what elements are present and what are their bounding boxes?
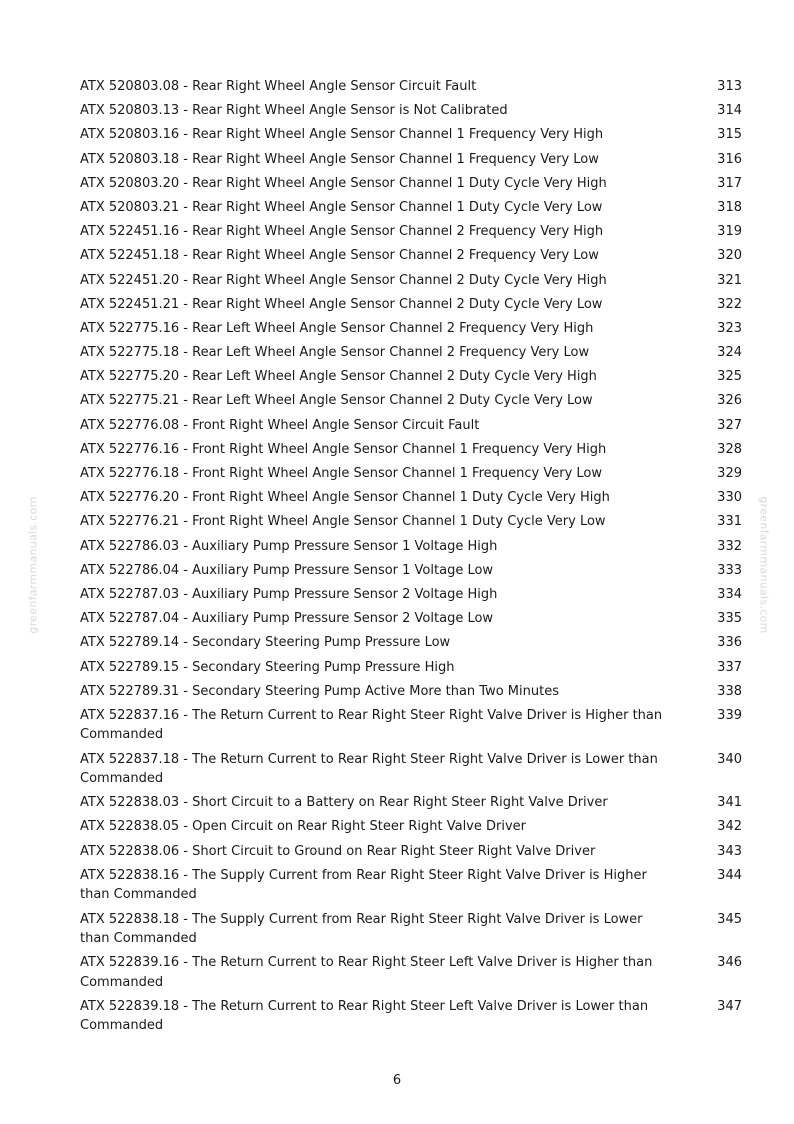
toc-entry[interactable]: [80, 512, 742, 532]
toc-entry-title[interactable]: ATX 522838.18 - The Supply Current from Rear Right Steer Right Valve Driver is Lower than Commanded: [80, 911, 643, 946]
toc-entry-title[interactable]: ATX 522838.16 - The Supply Current from Rear Right Steer Right Valve Driver is Higher than Commanded: [80, 867, 647, 903]
toc-entry-title[interactable]: ATX 522837.18 - The Return Current to Rear Right Steer Right Valve Driver is Lower than Commanded: [80, 751, 658, 787]
toc-entry-page[interactable]: 317: [717, 175, 742, 191]
toc-entry-title[interactable]: ATX 522789.15 - Secondary Steering Pump Pressure High: [80, 659, 455, 675]
toc-entry[interactable]: [80, 464, 742, 484]
watermark-right: greenfarmmanuals.com: [757, 496, 771, 634]
toc-entry[interactable]: [80, 537, 742, 557]
toc-entry-page[interactable]: 341: [717, 795, 742, 811]
toc-entry[interactable]: [80, 658, 742, 678]
toc-entry[interactable]: [80, 609, 742, 629]
toc-entry-page[interactable]: 318: [717, 199, 742, 215]
toc-entry-page[interactable]: 344: [717, 867, 742, 883]
toc-entry-page[interactable]: 313: [717, 79, 742, 94]
toc-entry[interactable]: [80, 997, 742, 1036]
toc-entry[interactable]: [80, 319, 742, 339]
toc-entry[interactable]: [80, 488, 742, 508]
toc-entry-title[interactable]: ATX 522786.03 - Auxiliary Pump Pressure Sensor 1 Voltage High: [80, 538, 498, 554]
toc-entry[interactable]: [80, 682, 742, 702]
toc-entry-title[interactable]: ATX 520803.13 - Rear Right Wheel Angle Sensor is Not Calibrated: [80, 103, 508, 119]
toc-entry-title[interactable]: ATX 520803.20 - Rear Right Wheel Angle Sensor Channel 1 Duty Cycle Very High: [80, 175, 607, 191]
toc-entry-title[interactable]: ATX 522839.16 - The Return Current to Rear Right Steer Left Valve Driver is Higher than Commanded: [80, 955, 653, 990]
toc-entry[interactable]: [80, 295, 742, 315]
toc-entry-page[interactable]: 330: [717, 490, 742, 506]
toc-entry-title[interactable]: ATX 522775.21 - Rear Left Wheel Angle Sensor Channel 2 Duty Cycle Very Low: [80, 393, 593, 409]
toc-entry-page[interactable]: 342: [717, 819, 742, 835]
toc-entry-page[interactable]: 339: [717, 707, 742, 723]
toc-entry[interactable]: [80, 561, 742, 581]
toc-entry-page[interactable]: 347: [717, 998, 742, 1014]
toc-entry[interactable]: [80, 198, 742, 218]
toc-entry-page[interactable]: 314: [717, 103, 742, 119]
toc-entry-title[interactable]: ATX 522451.20 - Rear Right Wheel Angle Sensor Channel 2 Duty Cycle Very High: [80, 272, 607, 288]
toc-entry[interactable]: [80, 367, 742, 387]
toc-entry-title[interactable]: ATX 522838.06 - Short Circuit to Ground on Rear Right Steer Right Valve Driver: [80, 843, 596, 859]
toc-entry[interactable]: [80, 246, 742, 266]
toc-entry[interactable]: [80, 174, 742, 194]
toc-entry-title[interactable]: ATX 522451.18 - Rear Right Wheel Angle Sensor Channel 2 Frequency Very Low: [80, 248, 599, 264]
toc-entry-title[interactable]: ATX 522776.18 - Front Right Wheel Angle Sensor Channel 1 Frequency Very Low: [80, 466, 602, 481]
toc-entry[interactable]: [80, 150, 742, 170]
toc-entry[interactable]: [80, 416, 742, 436]
toc-entry-title[interactable]: ATX 520803.08 - Rear Right Wheel Angle Sensor Circuit Fault: [80, 79, 477, 94]
toc-entry[interactable]: [80, 440, 742, 460]
toc-entry-page[interactable]: 320: [717, 248, 742, 264]
toc-entry[interactable]: [80, 910, 742, 949]
toc-entry-page[interactable]: 329: [717, 466, 742, 481]
toc-entry-page[interactable]: 325: [717, 369, 742, 385]
toc-entry-title[interactable]: ATX 522789.14 - Secondary Steering Pump Pressure Low: [80, 635, 451, 651]
toc-entry-page[interactable]: 322: [717, 296, 742, 312]
toc-entry-title[interactable]: ATX 522776.21 - Front Right Wheel Angle Sensor Channel 1 Duty Cycle Very Low: [80, 514, 606, 530]
toc-entry-title[interactable]: ATX 520803.18 - Rear Right Wheel Angle Sensor Channel 1 Frequency Very Low: [80, 151, 599, 167]
toc-entry-title[interactable]: ATX 522787.04 - Auxiliary Pump Pressure Sensor 2 Voltage Low: [80, 611, 494, 627]
toc-entry-title[interactable]: ATX 522775.16 - Rear Left Wheel Angle Sensor Channel 2 Frequency Very High: [80, 320, 594, 336]
toc-entry-title[interactable]: ATX 522789.31 - Secondary Steering Pump Active More than Two Minutes: [80, 683, 559, 699]
toc-entry-title[interactable]: ATX 522451.21 - Rear Right Wheel Angle Sensor Channel 2 Duty Cycle Very Low: [80, 296, 603, 312]
toc-entry-title[interactable]: ATX 522786.04 - Auxiliary Pump Pressure Sensor 1 Voltage Low: [80, 562, 494, 578]
toc-entry-page[interactable]: 328: [717, 441, 742, 457]
toc-entry[interactable]: [80, 585, 742, 605]
page-number: 6: [392, 1073, 402, 1088]
toc-entry-page[interactable]: 340: [717, 751, 742, 767]
toc-entry[interactable]: [80, 271, 742, 291]
toc-entry-title[interactable]: ATX 522838.05 - Open Circuit on Rear Right Steer Right Valve Driver: [80, 819, 527, 835]
toc-entry-title[interactable]: ATX 522787.03 - Auxiliary Pump Pressure Sensor 2 Voltage High: [80, 586, 498, 602]
toc-entry-title[interactable]: ATX 522451.16 - Rear Right Wheel Angle Sensor Channel 2 Frequency Very High: [80, 224, 604, 240]
toc-entry-page[interactable]: 337: [717, 659, 742, 675]
toc-entry-page[interactable]: 327: [717, 417, 742, 433]
toc-entry-title[interactable]: ATX 522775.20 - Rear Left Wheel Angle Sensor Channel 2 Duty Cycle Very High: [80, 369, 597, 385]
toc-entry-title[interactable]: ATX 520803.16 - Rear Right Wheel Angle Sensor Channel 1 Frequency Very High: [80, 127, 604, 143]
toc-entry[interactable]: [80, 953, 742, 992]
toc-entry-title[interactable]: ATX 522839.18 - The Return Current to Rear Right Steer Left Valve Driver is Lower than Commanded: [80, 998, 649, 1034]
toc-entry-page[interactable]: 316: [717, 151, 742, 167]
toc-entry-page[interactable]: 334: [717, 586, 742, 602]
toc-entry[interactable]: [80, 633, 742, 653]
watermark-left: greenfarmmanuals.com: [26, 496, 40, 634]
toc-entry-title[interactable]: ATX 522776.16 - Front Right Wheel Angle Sensor Channel 1 Frequency Very High: [80, 441, 607, 457]
toc-entry-page[interactable]: 346: [717, 955, 742, 971]
toc-entry[interactable]: [80, 343, 742, 363]
toc-entry[interactable]: [80, 125, 742, 145]
toc-entry[interactable]: [80, 842, 742, 862]
toc-entry-page[interactable]: 335: [717, 611, 742, 627]
toc-entry-title[interactable]: ATX 522776.08 - Front Right Wheel Angle Sensor Circuit Fault: [80, 417, 480, 433]
toc-entry-page[interactable]: 333: [717, 562, 742, 578]
toc-entry[interactable]: [80, 391, 742, 411]
toc-entry-page[interactable]: 336: [717, 635, 742, 651]
toc-entry-title[interactable]: ATX 522837.16 - The Return Current to Rear Right Steer Right Valve Driver is Higher than Commanded: [80, 707, 663, 743]
toc-entry-page[interactable]: 345: [717, 911, 742, 927]
table-of-contents: [80, 77, 742, 1041]
toc-entry-title[interactable]: ATX 522776.20 - Front Right Wheel Angle Sensor Channel 1 Duty Cycle Very High: [80, 490, 610, 506]
toc-entry-page[interactable]: 343: [717, 843, 742, 859]
toc-entry-page[interactable]: 331: [717, 514, 742, 530]
toc-entry-title[interactable]: ATX 522838.03 - Short Circuit to a Battery on Rear Right Steer Right Valve Driver: [80, 795, 608, 811]
toc-entry-page[interactable]: 315: [717, 127, 742, 143]
toc-entry-title[interactable]: ATX 522775.18 - Rear Left Wheel Angle Sensor Channel 2 Frequency Very Low: [80, 345, 590, 361]
toc-entry[interactable]: [80, 817, 742, 837]
toc-entry[interactable]: [80, 706, 742, 745]
toc-entry[interactable]: [80, 222, 742, 242]
toc-entry-page[interactable]: 324: [717, 345, 742, 361]
toc-entry-page[interactable]: 319: [717, 224, 742, 240]
toc-entry[interactable]: [80, 101, 742, 121]
toc-entry-title[interactable]: ATX 520803.21 - Rear Right Wheel Angle Sensor Channel 1 Duty Cycle Very Low: [80, 199, 603, 215]
toc-entry[interactable]: [80, 866, 742, 905]
toc-entry[interactable]: [80, 750, 742, 789]
toc-entry-page[interactable]: 321: [717, 272, 742, 288]
toc-entry[interactable]: [80, 77, 742, 97]
toc-entry[interactable]: [80, 793, 742, 813]
toc-entry-page[interactable]: 332: [717, 538, 742, 554]
toc-entry-page[interactable]: 338: [717, 683, 742, 699]
toc-entry-page[interactable]: 323: [717, 320, 742, 336]
toc-entry-page[interactable]: 326: [717, 393, 742, 409]
